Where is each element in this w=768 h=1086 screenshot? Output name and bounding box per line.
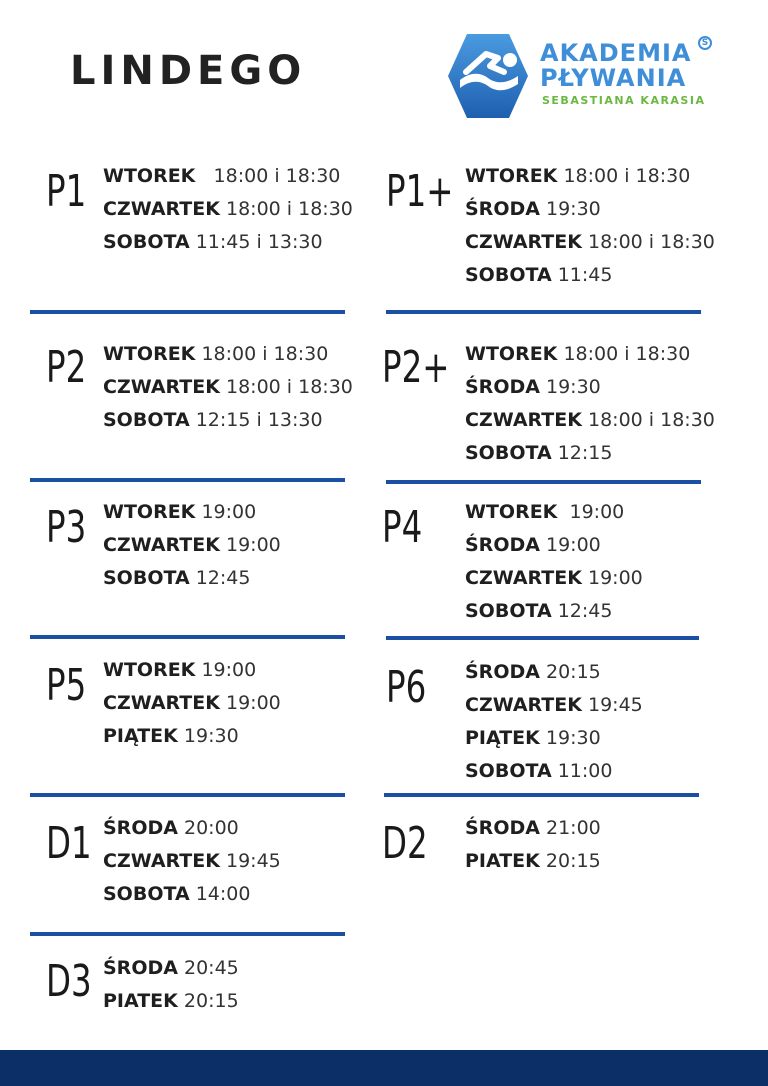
divider xyxy=(30,932,345,936)
group-code: D3 xyxy=(46,956,92,1007)
group-code: P6 xyxy=(386,662,427,713)
day-label: PIĄTEK xyxy=(103,725,178,747)
day-label: ŚRODA xyxy=(465,198,540,220)
time-value: 19:30 xyxy=(539,376,601,398)
time-value: 19:30 xyxy=(539,198,601,220)
day-label: ŚRODA xyxy=(465,534,540,556)
day-label: ŚRODA xyxy=(103,957,178,979)
time-value: 19:00 xyxy=(219,692,281,714)
schedule-row xyxy=(103,226,353,259)
schedule-row xyxy=(103,371,353,404)
time-value: 21:00 xyxy=(539,817,601,839)
schedule-row xyxy=(465,656,643,689)
divider xyxy=(386,310,701,314)
time-value: 18:00 i 18:30 xyxy=(195,343,329,365)
page-title: LINDEGO xyxy=(70,48,307,94)
group-code: P5 xyxy=(46,660,87,711)
divider xyxy=(386,636,699,640)
schedule-row xyxy=(103,687,281,720)
day-label: CZWARTEK xyxy=(103,692,220,714)
day-label: SOBOTA xyxy=(465,442,552,464)
schedule-row xyxy=(465,562,643,595)
day-label: CZWARTEK xyxy=(103,376,220,398)
day-label: ŚRODA xyxy=(465,817,540,839)
day-label: WTOREK xyxy=(103,501,196,523)
time-value: 12:45 xyxy=(551,600,613,622)
time-value: 20:00 xyxy=(177,817,239,839)
schedule-row xyxy=(465,404,715,437)
schedule-row xyxy=(465,496,643,529)
day-label: CZWARTEK xyxy=(103,198,220,220)
schedule-row xyxy=(465,226,715,259)
schedule-row xyxy=(465,160,715,193)
day-label: CZWARTEK xyxy=(103,534,220,556)
time-value: 18:00 i 18:30 xyxy=(581,231,715,253)
schedule-row xyxy=(103,812,281,845)
time-value: 14:00 xyxy=(189,883,251,905)
footer-bar xyxy=(0,1050,768,1086)
day-label: CZWARTEK xyxy=(465,231,582,253)
group-code: P4 xyxy=(382,502,423,553)
schedule-row xyxy=(103,654,281,687)
day-label: CZWARTEK xyxy=(465,567,582,589)
day-label: WTOREK xyxy=(465,343,558,365)
schedule-row xyxy=(103,193,353,226)
logo-line-2: PŁYWANIA xyxy=(540,64,687,92)
time-value: 12:15 i 13:30 xyxy=(189,409,323,431)
time-value: 18:00 i 18:30 xyxy=(219,198,353,220)
time-value: 11:00 xyxy=(551,760,613,782)
time-value: 19:00 xyxy=(219,534,281,556)
logo-registered-mark: S xyxy=(698,36,712,50)
divider xyxy=(30,478,345,482)
schedule-row xyxy=(103,496,281,529)
time-value: 19:00 xyxy=(195,501,257,523)
time-value: 12:45 xyxy=(189,567,251,589)
schedule-row xyxy=(465,689,643,722)
day-label: SOBOTA xyxy=(103,567,190,589)
day-label: CZWARTEK xyxy=(465,409,582,431)
time-value: 11:45 i 13:30 xyxy=(189,231,323,253)
day-label: WTOREK xyxy=(465,501,558,523)
time-value: 19:45 xyxy=(219,850,281,872)
time-value: 18:00 i 18:30 xyxy=(195,165,341,187)
time-value: 19:00 xyxy=(539,534,601,556)
day-label: CZWARTEK xyxy=(103,850,220,872)
day-label: WTOREK xyxy=(103,659,196,681)
time-value: 19:45 xyxy=(581,694,643,716)
divider xyxy=(30,310,345,314)
swimmer-icon xyxy=(446,32,530,120)
schedule-row xyxy=(103,720,281,753)
schedule-row xyxy=(465,193,715,226)
group-code: D2 xyxy=(382,818,428,869)
schedule-row xyxy=(465,371,715,404)
time-value: 19:00 xyxy=(557,501,625,523)
day-label: SOBOTA xyxy=(465,600,552,622)
schedule-row xyxy=(465,437,715,470)
time-value: 11:45 xyxy=(551,264,613,286)
schedule-row xyxy=(465,755,643,788)
schedule-row xyxy=(103,985,239,1018)
time-value: 20:15 xyxy=(539,850,601,872)
schedule-row xyxy=(465,259,715,292)
day-label: WTOREK xyxy=(103,343,196,365)
time-value: 12:15 xyxy=(551,442,613,464)
schedule-row xyxy=(465,845,601,878)
time-value: 19:30 xyxy=(177,725,239,747)
schedule-row xyxy=(465,595,643,628)
day-label: PIATEK xyxy=(465,850,540,872)
schedule-row xyxy=(465,529,643,562)
schedule-row xyxy=(103,404,353,437)
day-label: ŚRODA xyxy=(103,817,178,839)
schedule-row xyxy=(103,529,281,562)
day-label: WTOREK xyxy=(465,165,558,187)
divider xyxy=(30,635,345,639)
group-code: P1+ xyxy=(386,166,454,217)
schedule-row xyxy=(103,952,239,985)
day-label: WTOREK xyxy=(103,165,196,187)
group-code: P3 xyxy=(46,502,87,553)
day-label: SOBOTA xyxy=(103,883,190,905)
time-value: 18:00 i 18:30 xyxy=(219,376,353,398)
schedule-row xyxy=(465,722,643,755)
day-label: SOBOTA xyxy=(465,264,552,286)
day-label: CZWARTEK xyxy=(465,694,582,716)
time-value: 20:15 xyxy=(177,990,239,1012)
time-value: 20:45 xyxy=(177,957,239,979)
divider xyxy=(386,480,701,484)
time-value: 18:00 i 18:30 xyxy=(581,409,715,431)
schedule-row xyxy=(103,845,281,878)
logo-line-3: SEBASTIANA KARASIA xyxy=(542,94,706,107)
day-label: SOBOTA xyxy=(103,409,190,431)
day-label: SOBOTA xyxy=(465,760,552,782)
time-value: 18:00 i 18:30 xyxy=(557,165,691,187)
day-label: PIĄTEK xyxy=(465,727,540,749)
group-code: P2 xyxy=(46,342,87,393)
schedule-row xyxy=(103,338,353,371)
group-code: P2+ xyxy=(382,342,450,393)
time-value: 19:00 xyxy=(195,659,257,681)
time-value: 20:15 xyxy=(539,661,601,683)
group-code: D1 xyxy=(46,818,92,869)
day-label: ŚRODA xyxy=(465,661,540,683)
divider xyxy=(384,793,699,797)
schedule-row xyxy=(103,562,281,595)
time-value: 18:00 i 18:30 xyxy=(557,343,691,365)
time-value: 19:00 xyxy=(581,567,643,589)
schedule-row xyxy=(103,160,353,193)
schedule-row xyxy=(465,338,715,371)
time-value: 19:30 xyxy=(539,727,601,749)
day-label: SOBOTA xyxy=(103,231,190,253)
akademia-logo xyxy=(446,32,726,122)
day-label: PIATEK xyxy=(103,990,178,1012)
group-code: P1 xyxy=(46,166,87,217)
schedule-row xyxy=(103,878,281,911)
logo-line-1: AKADEMIA xyxy=(540,39,692,67)
day-label: ŚRODA xyxy=(465,376,540,398)
schedule-row xyxy=(465,812,601,845)
divider xyxy=(30,793,345,797)
